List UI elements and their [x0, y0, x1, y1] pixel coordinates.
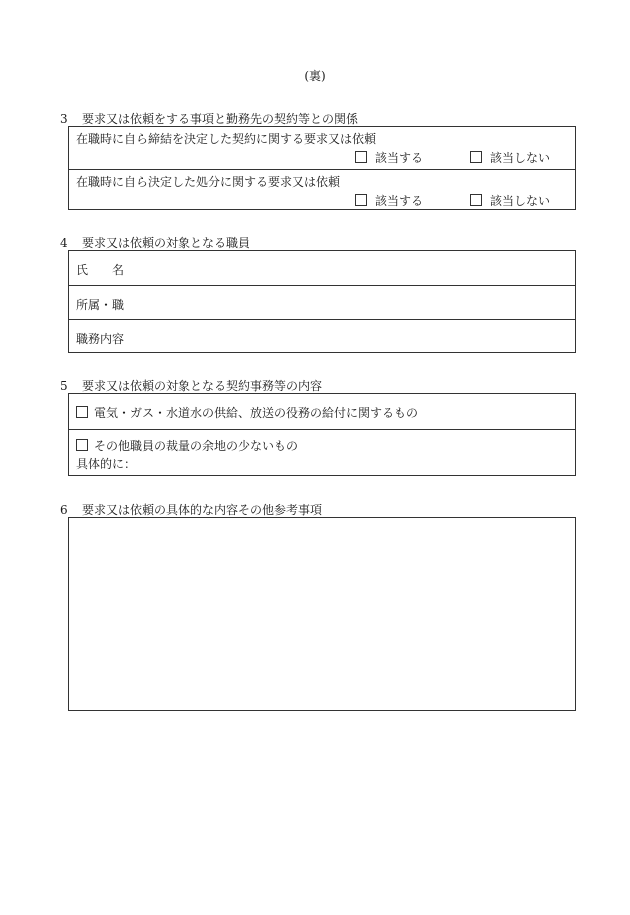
- section-3-title: 要求又は依頼をする事項と勤務先の契約等との関係: [82, 112, 359, 126]
- staff-duties-label: 職務内容: [76, 332, 125, 346]
- disposition-relation-label: 在職時に自ら決定した処分に関する要求又は依頼: [76, 175, 341, 189]
- section-5-number: 5: [60, 379, 68, 393]
- other-option[interactable]: [76, 437, 298, 454]
- specific-label: 具体的に：: [76, 457, 137, 471]
- disposition-relation-row: [69, 169, 575, 210]
- section-4-table: [68, 250, 576, 353]
- utility-option-row: [69, 394, 575, 429]
- other-option-row: [69, 429, 575, 476]
- utility-option-label: 電気・ガス・水道水の供給、放送の役務の給付に関するもの: [94, 406, 419, 420]
- disposition-applicable-option[interactable]: [355, 192, 423, 209]
- staff-name-label: 氏 名: [76, 263, 125, 277]
- disposition-not-applicable-checkbox[interactable]: [470, 194, 482, 206]
- section-3-number: 3: [60, 112, 68, 126]
- utility-option[interactable]: [76, 404, 418, 421]
- staff-affiliation-label: 所属・職: [76, 298, 125, 312]
- details-textbox[interactable]: [68, 517, 576, 711]
- disposition-applicable-checkbox[interactable]: [355, 194, 367, 206]
- disposition-applicable-label: 該当する: [375, 194, 424, 208]
- section-5-title: 要求又は依頼の対象となる契約事務等の内容: [82, 379, 323, 393]
- utility-checkbox[interactable]: [76, 406, 88, 418]
- staff-name-row[interactable]: [69, 251, 575, 285]
- staff-affiliation-row[interactable]: [69, 285, 575, 319]
- section-6-number: 6: [60, 503, 68, 517]
- other-option-label: その他職員の裁量の余地の少ないもの: [94, 439, 299, 453]
- contract-relation-label: 在職時に自ら締結を決定した契約に関する要求又は依頼: [76, 132, 377, 146]
- contract-applicable-checkbox[interactable]: [355, 151, 367, 163]
- section-6-heading: [60, 501, 322, 518]
- section-5-table: [68, 393, 576, 476]
- disposition-not-applicable-option[interactable]: [470, 192, 550, 209]
- section-3-heading: [60, 110, 358, 127]
- contract-not-applicable-option[interactable]: [470, 149, 550, 166]
- section-4-title: 要求又は依頼の対象となる職員: [82, 236, 251, 250]
- section-4-heading: [60, 234, 250, 251]
- section-5-heading: [60, 377, 322, 394]
- contract-not-applicable-checkbox[interactable]: [470, 151, 482, 163]
- contract-not-applicable-label: 該当しない: [490, 151, 551, 165]
- page-title: (裏): [304, 69, 326, 83]
- other-checkbox[interactable]: [76, 439, 88, 451]
- section-6-title: 要求又は依頼の具体的な内容その他参考事項: [82, 503, 323, 517]
- contract-applicable-label: 該当する: [375, 151, 424, 165]
- contract-applicable-option[interactable]: [355, 149, 423, 166]
- disposition-not-applicable-label: 該当しない: [490, 194, 551, 208]
- section-4-number: 4: [60, 236, 68, 250]
- contract-relation-row: [69, 127, 575, 169]
- section-3-table: [68, 126, 576, 210]
- staff-duties-row[interactable]: [69, 319, 575, 352]
